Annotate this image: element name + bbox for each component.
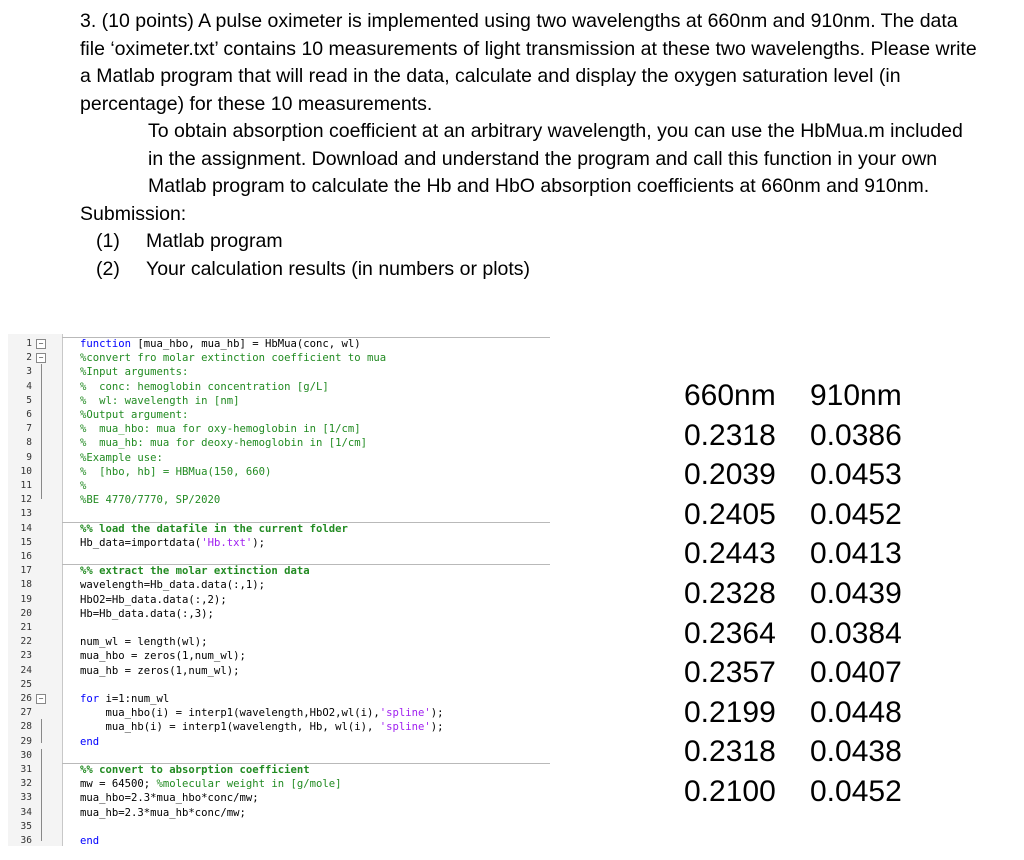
code-line xyxy=(8,394,550,408)
code-token: wavelength=Hb_data.data(:,1); xyxy=(80,579,265,592)
code-text xyxy=(80,408,188,422)
code-text xyxy=(80,664,239,678)
code-token: HbO2=Hb_data.data(:,2); xyxy=(80,593,227,606)
code-text xyxy=(80,394,239,408)
code-text xyxy=(80,607,214,621)
table-cell: 0.0452 xyxy=(810,774,902,808)
code-text xyxy=(80,791,259,805)
code-text xyxy=(80,763,310,777)
code-text xyxy=(80,522,348,536)
table-row xyxy=(684,693,920,733)
code-token: i=1:num_wl xyxy=(99,693,170,705)
line-number: 20 xyxy=(20,607,32,619)
code-token: ); xyxy=(430,707,444,720)
line-number: 22 xyxy=(20,636,32,648)
question-text xyxy=(80,8,980,283)
code-line xyxy=(8,649,550,663)
table-cell: 0.2100 xyxy=(684,774,776,808)
code-token: % mua_hbo: mua for oxy-hemoglobin in [1/cm] xyxy=(80,423,361,436)
code-text xyxy=(80,578,265,592)
line-number: 8 xyxy=(26,437,32,449)
code-line xyxy=(8,408,550,422)
line-number: 33 xyxy=(20,792,32,804)
fold-guide-line xyxy=(41,364,42,499)
table-cell: 0.2405 xyxy=(684,497,776,531)
code-line xyxy=(8,621,550,635)
line-number: 14 xyxy=(20,522,32,534)
question-paragraph-2: To obtain absorption coefficient at an arbitrary wavelength, you can use the HbMua.m included in the assignment. Download and understand the program and call this function in your own Matlab program to calculate the Hb and HbO absorption coefficients at 660nm and 910nm. xyxy=(148,120,963,197)
code-token: mua_hb=2.3*mua_hb*conc/mw; xyxy=(80,806,246,819)
code-line xyxy=(8,507,550,521)
code-token: %Example use: xyxy=(80,451,163,464)
code-token: % wl: wavelength in [nm] xyxy=(80,394,240,407)
line-number: 15 xyxy=(20,536,32,548)
code-text xyxy=(80,436,367,450)
code-line xyxy=(8,664,550,678)
line-number: 13 xyxy=(20,508,32,520)
code-token: mua_hbo(i) = interp1(wavelength,HbO2,wl(i), xyxy=(80,707,380,720)
code-line xyxy=(8,763,550,777)
table-cell: 0.0453 xyxy=(810,458,902,492)
table-cell: 0.2318 xyxy=(684,735,776,769)
code-text xyxy=(80,337,361,351)
line-number: 27 xyxy=(20,707,32,719)
table-cell: 0.2328 xyxy=(684,576,776,610)
fold-toggle-icon[interactable]: − xyxy=(36,339,46,349)
code-line xyxy=(8,351,550,365)
line-number: 3 xyxy=(26,366,32,378)
code-line xyxy=(8,436,550,450)
code-token: 'spline' xyxy=(379,721,431,734)
line-number: 5 xyxy=(26,394,32,406)
code-cell-divider xyxy=(62,763,550,764)
line-number: 16 xyxy=(20,551,32,562)
code-token: for xyxy=(80,693,100,705)
code-line xyxy=(8,692,550,706)
code-token: num_wl = length(wl); xyxy=(80,636,208,649)
code-line xyxy=(8,593,550,607)
code-text xyxy=(80,365,188,379)
code-token: mw = 64500; xyxy=(80,778,157,791)
line-number: 29 xyxy=(20,735,32,747)
code-line xyxy=(8,678,550,692)
code-text xyxy=(80,806,246,820)
line-number: 25 xyxy=(20,678,32,690)
code-token: ); xyxy=(252,536,265,549)
table-cell: 0.0438 xyxy=(810,735,902,769)
code-line xyxy=(8,777,550,791)
code-token: Hb=Hb_data.data(:,3); xyxy=(80,607,214,620)
code-cell-divider xyxy=(62,564,550,565)
code-line xyxy=(8,820,550,834)
code-line xyxy=(8,806,550,820)
table-row xyxy=(684,574,920,614)
code-text xyxy=(80,465,271,479)
code-token: %Input arguments: xyxy=(80,366,189,379)
code-line xyxy=(8,706,550,720)
table-cell: 0.0448 xyxy=(810,695,902,729)
code-line xyxy=(8,522,550,536)
table-cell: 0.2357 xyxy=(684,656,776,690)
table-row xyxy=(684,534,920,574)
code-line xyxy=(8,550,550,564)
code-cell-divider xyxy=(62,522,550,523)
code-text xyxy=(80,536,265,550)
line-number: 24 xyxy=(20,664,32,676)
code-line xyxy=(8,365,550,379)
fold-toggle-icon[interactable]: − xyxy=(36,694,46,704)
table-cell: 0.2443 xyxy=(684,537,776,571)
code-token: [mua_hbo, mua_hb] = HbMua(conc, wl) xyxy=(131,338,361,350)
code-token: mua_hbo = zeros(1,num_wl); xyxy=(80,650,246,663)
code-token: %Output argument: xyxy=(80,409,189,421)
line-number: 36 xyxy=(20,835,32,846)
code-token: %convert fro molar extinction coefficient to mua xyxy=(80,352,387,365)
table-header-row xyxy=(684,376,920,416)
code-line xyxy=(8,536,550,550)
code-line xyxy=(8,337,550,351)
code-text xyxy=(80,493,220,507)
code-token: %BE 4770/7770, SP/2020 xyxy=(80,494,221,507)
code-text xyxy=(80,351,386,365)
line-number: 32 xyxy=(20,778,32,790)
line-number: 21 xyxy=(20,622,32,633)
code-text xyxy=(80,380,329,394)
table-row xyxy=(684,495,920,535)
code-token: mua_hb(i) = interp1(wavelength, Hb, wl(i), xyxy=(80,721,380,734)
code-text xyxy=(80,635,208,649)
code-line xyxy=(8,422,550,436)
code-text xyxy=(80,451,163,465)
table-cell: 0.2199 xyxy=(684,695,776,729)
submission-item-text: Your calculation results (in numbers or plots) xyxy=(146,257,531,280)
code-text xyxy=(80,692,169,706)
table-row xyxy=(684,614,920,654)
code-token: mua_hbo=2.3*mua_hbo*conc/mw; xyxy=(80,792,259,805)
line-number: 23 xyxy=(20,650,32,662)
line-number: 4 xyxy=(26,380,32,392)
submission-item-1 xyxy=(80,228,980,256)
line-number: 12 xyxy=(20,494,32,506)
code-text xyxy=(80,834,99,848)
column-header: 660nm xyxy=(684,379,776,412)
table-row xyxy=(684,732,920,772)
line-number: 35 xyxy=(20,820,32,832)
submission-item-text: Matlab program xyxy=(146,230,283,252)
fold-toggle-icon[interactable]: − xyxy=(36,353,46,363)
line-number: 7 xyxy=(26,423,32,435)
line-number: 6 xyxy=(26,409,32,420)
line-number: 17 xyxy=(20,565,32,577)
table-cell: 0.0452 xyxy=(810,497,902,531)
code-text xyxy=(80,735,99,749)
code-token: %molecular weight in [g/mole] xyxy=(156,778,342,791)
code-line xyxy=(8,451,550,465)
line-number: 1 xyxy=(26,338,32,349)
code-line xyxy=(8,834,550,848)
table-cell: 0.0407 xyxy=(810,656,902,690)
code-text xyxy=(80,422,361,436)
code-token: % xyxy=(80,480,87,492)
table-row xyxy=(684,653,920,693)
table-cell: 0.2039 xyxy=(684,458,776,492)
line-number: 31 xyxy=(20,764,32,775)
line-number: 28 xyxy=(20,721,32,733)
line-number: 9 xyxy=(26,451,32,463)
code-text xyxy=(80,706,444,720)
code-token: % [hbo, hb] = HBMua(150, 660) xyxy=(80,465,272,478)
line-number: 11 xyxy=(20,480,32,491)
table-cell: 0.0439 xyxy=(810,576,902,610)
line-number: 26 xyxy=(20,693,32,704)
table-cell: 0.2364 xyxy=(684,616,776,650)
code-token: ); xyxy=(430,721,444,734)
line-number: 19 xyxy=(20,593,32,605)
line-number: 34 xyxy=(20,806,32,818)
code-token: %% load the datafile in the current folder xyxy=(80,522,348,535)
question-paragraph-1: 3. (10 points) A pulse oximeter is implemented using two wavelengths at 660nm and 910nm. The data file ‘oximeter.txt’ contains 10 measurements of light transmission at these two wavelengths. Please write a Matlab program that will read in the data, calculate and display the oxygen saturation level (in percentage) for these 10 measurements. xyxy=(80,10,977,115)
table-row xyxy=(684,416,920,456)
line-number: 2 xyxy=(26,352,32,364)
table-cell: 0.2318 xyxy=(684,418,776,452)
table-cell: 0.0384 xyxy=(810,616,902,650)
submission-item-number: (2) xyxy=(96,257,120,280)
code-text xyxy=(80,777,342,791)
code-token: end xyxy=(80,735,100,748)
column-header: 910nm xyxy=(810,379,902,412)
code-line xyxy=(8,720,550,734)
code-line xyxy=(8,791,550,805)
code-line xyxy=(8,564,550,578)
fold-guide-line xyxy=(41,749,42,841)
code-line xyxy=(8,479,550,493)
code-line xyxy=(8,578,550,592)
code-token: end xyxy=(80,835,100,847)
table-row xyxy=(684,455,920,495)
submission-label: Submission: xyxy=(80,202,187,225)
code-cell-divider xyxy=(62,337,550,338)
matlab-code-editor xyxy=(8,334,550,846)
code-token: 'Hb.txt' xyxy=(201,536,253,549)
table-row xyxy=(684,772,920,812)
code-line xyxy=(8,607,550,621)
line-number: 30 xyxy=(20,749,32,761)
code-token: 'spline' xyxy=(379,707,431,720)
table-cell: 0.0386 xyxy=(810,418,902,452)
code-line xyxy=(8,380,550,394)
code-token: %% extract the molar extinction data xyxy=(80,565,310,578)
code-line xyxy=(8,465,550,479)
code-text xyxy=(80,720,444,734)
fold-guide-line xyxy=(41,719,42,743)
code-text xyxy=(80,649,246,663)
code-token: Hb_data=importdata( xyxy=(80,536,202,549)
code-token: % conc: hemoglobin concentration [g/L] xyxy=(80,380,329,393)
code-token: mua_hb = zeros(1,num_wl); xyxy=(80,664,240,677)
code-token: % mua_hb: mua for deoxy-hemoglobin in [1/cm] xyxy=(80,437,368,450)
code-text xyxy=(80,479,86,493)
code-text xyxy=(80,564,310,578)
code-token: %% convert to absorption coefficient xyxy=(80,764,310,776)
line-number: 18 xyxy=(20,579,32,591)
measurement-table xyxy=(684,376,920,812)
code-text xyxy=(80,593,227,607)
table-cell: 0.0413 xyxy=(810,537,902,571)
code-line xyxy=(8,635,550,649)
line-number: 10 xyxy=(20,465,32,477)
code-line xyxy=(8,735,550,749)
code-line xyxy=(8,749,550,763)
code-token: function xyxy=(80,338,132,350)
submission-item-number: (1) xyxy=(96,230,120,252)
submission-item-2 xyxy=(80,256,980,284)
code-line xyxy=(8,493,550,507)
